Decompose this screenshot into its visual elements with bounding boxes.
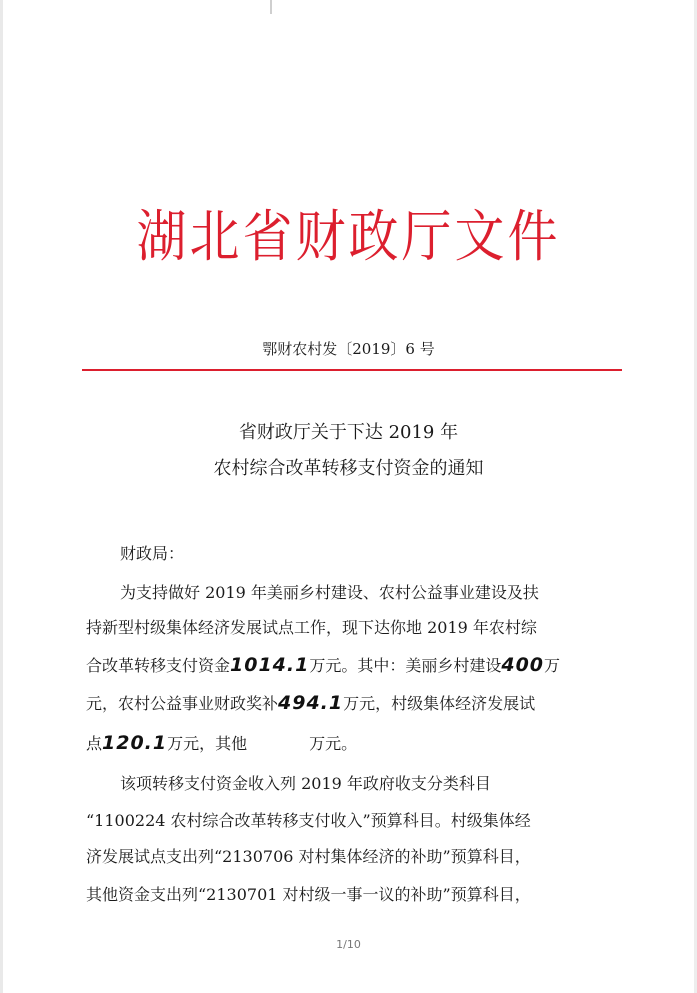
subject-line-1: 省财政厅关于下达 2019 年 [238, 422, 459, 443]
paragraph-1-line-4 [86, 692, 626, 715]
text-segment: 万元。其中：美丽乡村建设 [309, 656, 502, 675]
handwritten-public-welfare-amount: 494.1 [278, 692, 344, 714]
handwritten-collective-economy-amount: 120.1 [102, 732, 168, 754]
handwritten-beautiful-village-amount: 400 [501, 654, 545, 676]
salutation: 财政局： [120, 544, 185, 563]
text-segment: 万 [544, 656, 561, 675]
paragraph-1-line-5 [86, 732, 626, 755]
paragraph-2-line-1: 该项转移支付资金收入列 2019 年政府收支分类科目 [120, 774, 491, 793]
text-segment: 万元，其他 [167, 734, 248, 753]
text-segment: 万元。 [309, 734, 358, 753]
text-segment: 万元，村级集体经济发展试 [343, 694, 536, 713]
text-segment: 合改革转移支付资金 [86, 656, 231, 675]
scan-mark [270, 0, 272, 14]
scan-edge [0, 0, 3, 993]
page-number: 1/10 [336, 938, 361, 951]
document-number: 鄂财农村发〔2019〕6 号 [262, 340, 435, 358]
paragraph-2-line-3: 济发展试点支出列“2130706 对村集体经济的补助”预算科目， [86, 847, 531, 866]
header-red-divider [82, 369, 622, 371]
paragraph-1-line-2: 持新型村级集体经济发展试点工作，现下达你地 2019 年农村综 [86, 618, 537, 637]
subject-line-2: 农村综合改革转移支付资金的通知 [213, 458, 484, 479]
paragraph-1-line-1: 为支持做好 2019 年美丽乡村建设、农村公益事业建设及扶 [120, 583, 539, 602]
text-segment: 元，农村公益事业财政奖补 [86, 694, 279, 713]
document-header-title: 湖北省财政厅文件 [136, 204, 561, 270]
handwritten-total-amount: 1014.1 [230, 654, 310, 676]
text-segment: 点 [86, 734, 103, 753]
paragraph-2-line-4: 其他资金支出列“2130701 对村级一事一议的补助”预算科目， [86, 885, 531, 904]
paragraph-1-line-3 [86, 654, 626, 677]
paragraph-2-line-2: “1100224 农村综合改革转移支付收入”预算科目。村级集体经 [86, 811, 531, 830]
